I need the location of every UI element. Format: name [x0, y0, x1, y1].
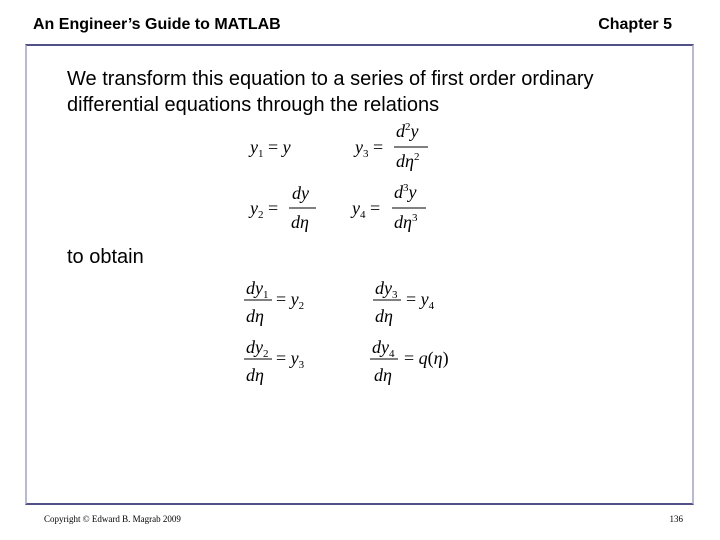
- svg-text:dη: dη: [246, 306, 264, 326]
- equation-dy3: [373, 278, 435, 326]
- equation-y2: [248, 183, 316, 232]
- svg-text:y2 =: $y_2$ =: [250, 198, 279, 221]
- svg-text:dη3: $d\eta^3$: [394, 212, 418, 232]
- equation-y3: [353, 121, 428, 171]
- svg-text:= q(η): = q(η): [404, 348, 449, 368]
- chapter-label: Chapter 5: [598, 16, 672, 33]
- svg-text:y4 =: $y_4$ =: [352, 198, 381, 221]
- svg-text:dη: dη: [291, 212, 309, 232]
- svg-text:dη: dη: [375, 306, 393, 326]
- svg-text:dη2: $d\eta^2$: [396, 151, 420, 171]
- copyright: Copyright © Edward B. Magrab 2009: [44, 514, 181, 524]
- equation-y1: [248, 137, 291, 160]
- svg-text:= y4: = $y_4$: [406, 289, 435, 312]
- equation-dy4: [370, 337, 449, 385]
- svg-text:= y2: = $y_2$: [276, 289, 305, 312]
- equation-dy1: [244, 278, 304, 326]
- equation-dy2: [244, 337, 305, 385]
- svg-text:dy4: $dy_4$: [372, 337, 395, 360]
- svg-text:dy1: $dy_1$: [246, 278, 269, 301]
- intro-text: We transform this equation to a series of first order ordinary differential equations through the relations: [67, 68, 594, 116]
- svg-text:dη: dη: [374, 365, 392, 385]
- svg-text:d2y: $d^2y$: [396, 121, 419, 141]
- svg-text:dy: dy: [292, 183, 309, 203]
- svg-text:d3y: $d^3y$: [394, 182, 417, 202]
- page-number: 136: [669, 514, 683, 524]
- svg-text:dy2: $dy_2$: [246, 337, 269, 360]
- equation-y4: [350, 182, 426, 232]
- svg-text:y3 =: $y_3$ =: [355, 137, 384, 160]
- svg-text:dη: dη: [246, 365, 264, 385]
- svg-text:dy3: $dy_3$: [375, 278, 398, 301]
- svg-text:= y3: = $y_3$: [276, 348, 305, 371]
- svg-text:y1 = y: $y_1 = y$: [250, 137, 291, 160]
- to-obtain-text: to obtain: [67, 246, 144, 268]
- book-title: An Engineer’s Guide to MATLAB: [33, 16, 281, 33]
